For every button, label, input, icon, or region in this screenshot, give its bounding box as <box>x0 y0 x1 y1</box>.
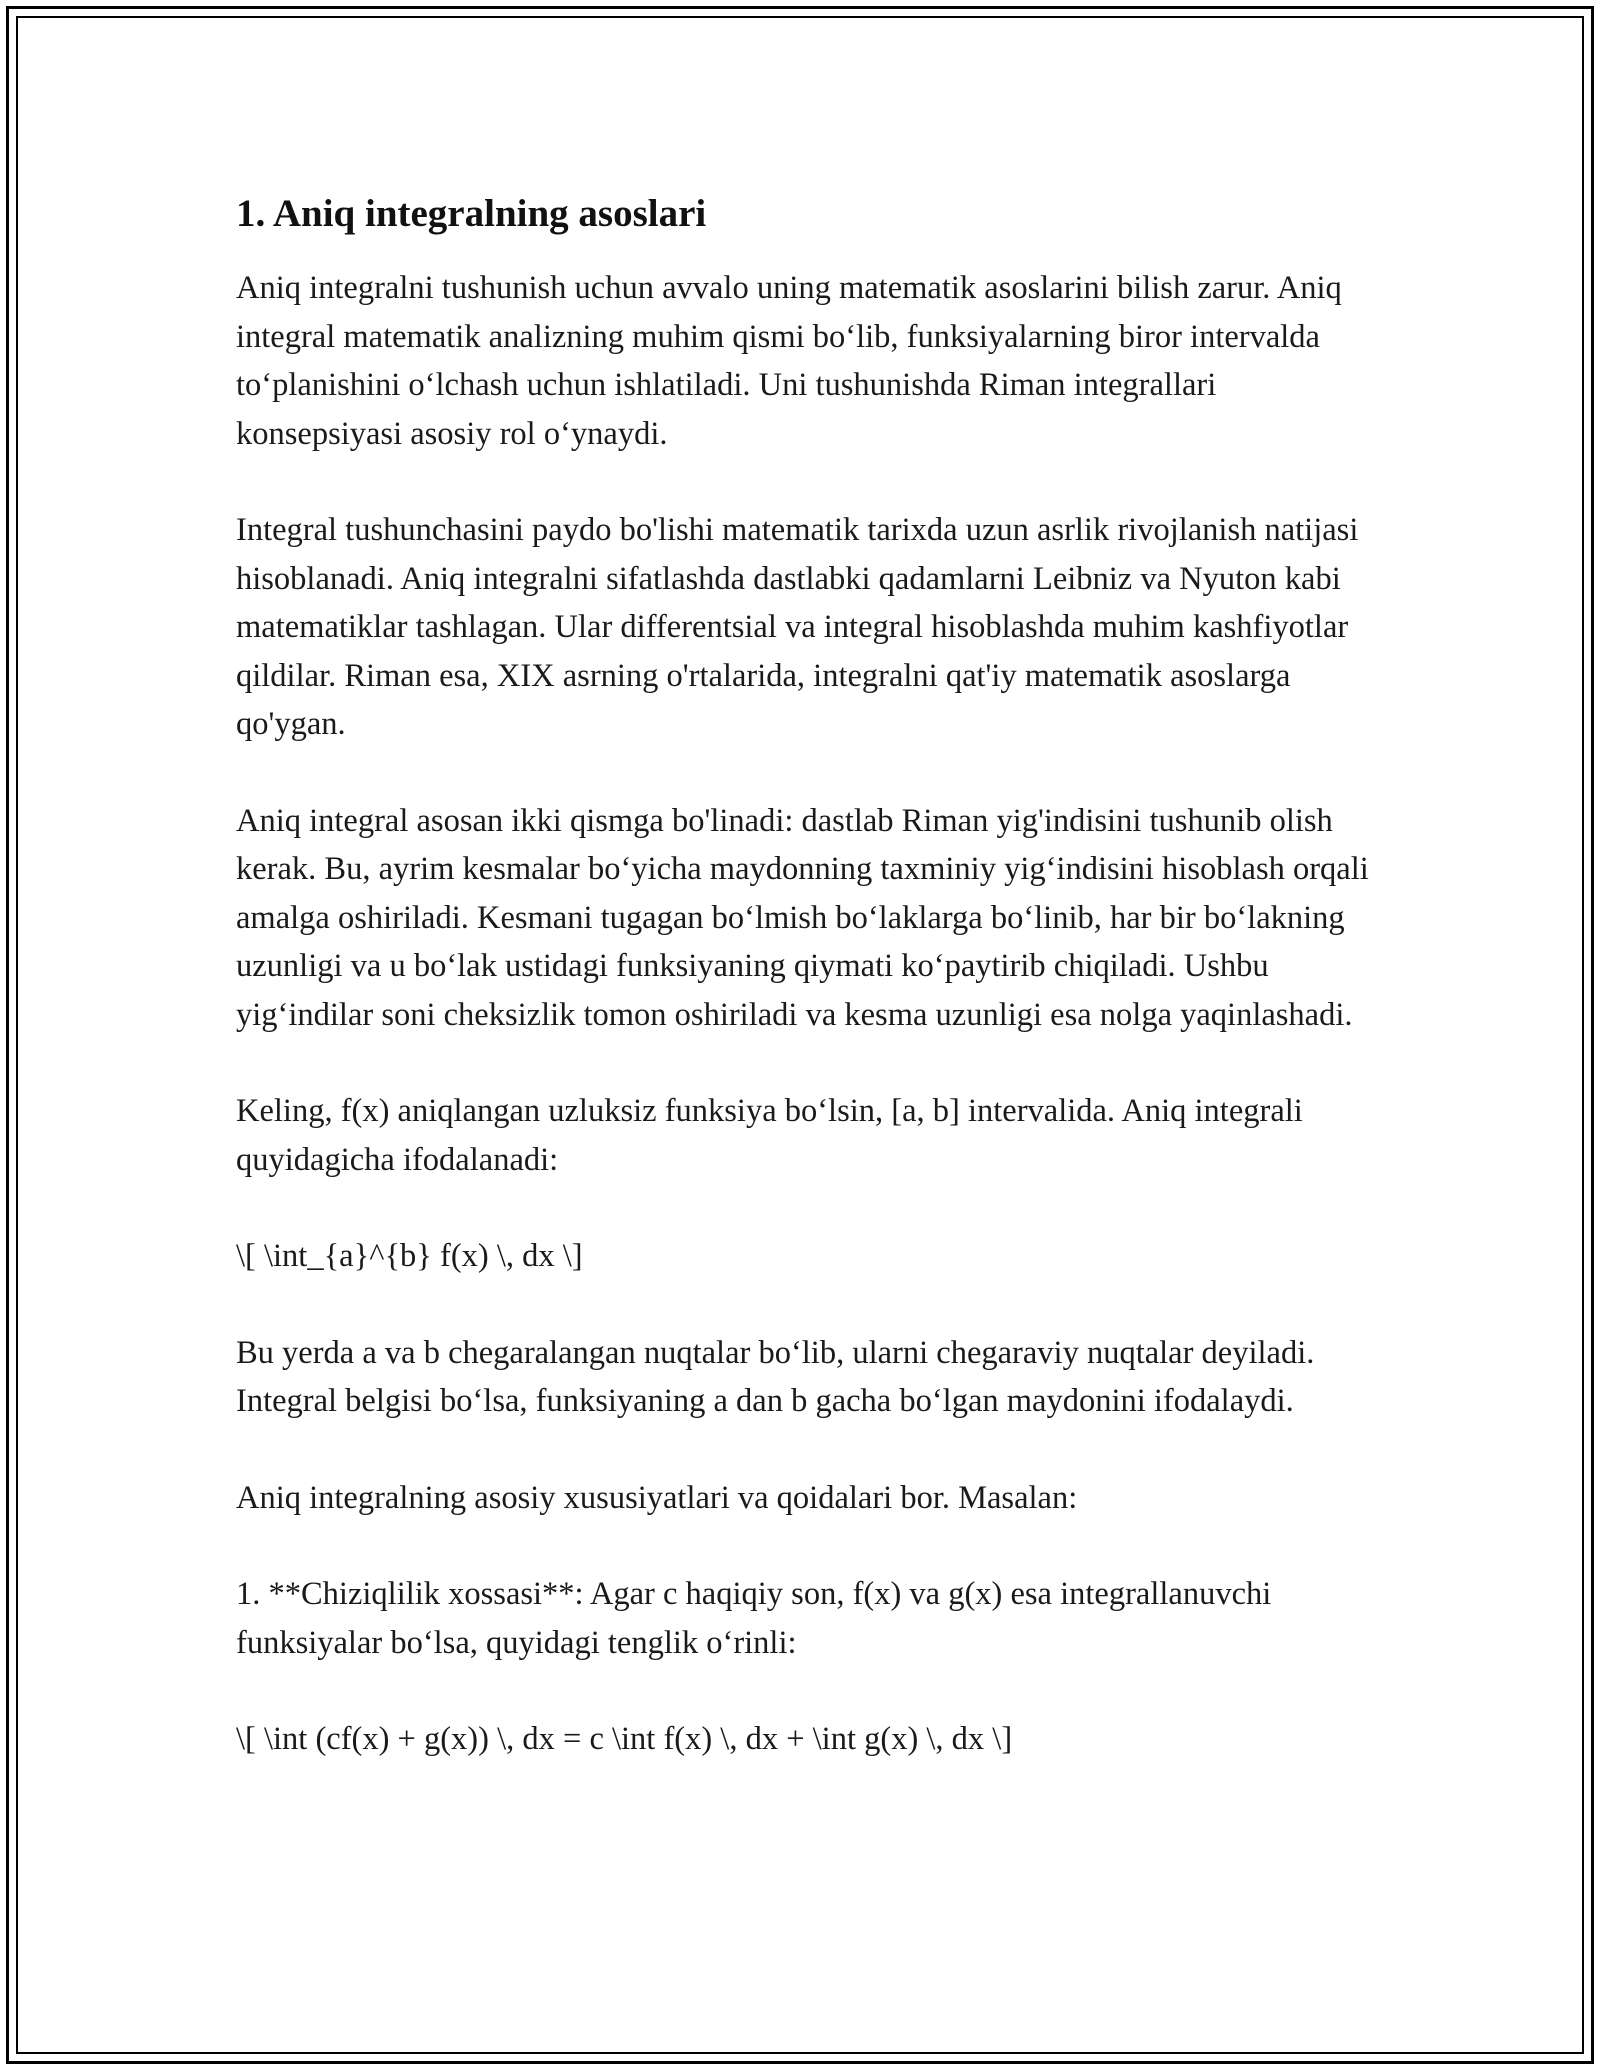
paragraph-intro: Aniq integralni tushunish uchun avvalo uning matematik asoslarini bilish zarur. Aniq integral matematik analizning muhim qismi bo‘lib, funksiyalarning biror intervalda to‘planishini o‘lchash uchun ishlatiladi. Uni tushunishda Riman integrallari konsepsiyasi asosiy rol o‘ynaydi. <box>236 270 1342 452</box>
paragraph-linearity: 1. **Chiziqlilik xossasi**: Agar c haqiqiy son, f(x) va g(x) esa integrallanuvchi funksiyalar bo‘lsa, quyidagi tenglik o‘rinli: <box>236 1576 1272 1661</box>
formula-definite-integral: \[ \int_{a}^{b} f(x) \, dx \] <box>236 1238 583 1274</box>
paragraph-history: Integral tushunchasini paydo bo'lishi matematik tarixda uzun asrlik rivojlanish natijasi hisoblanadi. Aniq integralni sifatlashda dastlabki qadamlarni Leibniz va Nyuton kabi matematiklar tashlagan. Ular differentsial va integral hisoblashda muhim kashfiyotlar qildilar. Riman esa, XIX asrning o'rtalarida, integralni qat'iy matematik asoslarga qo'ygan. <box>236 512 1359 742</box>
formula-linearity: \[ \int (cf(x) + g(x)) \, dx = c \int f(x) \, dx + \int g(x) \, dx \] <box>236 1721 1013 1757</box>
paragraph-properties: Aniq integralning asosiy xususiyatlari va qoidalari bor. Masalan: <box>236 1479 1078 1516</box>
section-heading: 1. Aniq integralning asoslari <box>236 192 707 235</box>
document-body <box>236 186 1376 1812</box>
paragraph-riemann-sum: Aniq integral asosan ikki qismga bo'linadi: dastlab Riman yig'indisini tushunib olish kerak. Bu, ayrim kesmalar bo‘yicha maydonning taxminiy yig‘indisini hisoblash orqali amalga oshiriladi. Kesmani tugagan bo‘lmish bo‘laklarga bo‘linib, har bir bo‘lakning uzunligi va u bo‘lak ustidagi funksiyaning qiymati ko‘paytirib chiqiladi. Ushbu yig‘indilar soni cheksizlik tomon oshiriladi va kesma uzunligi esa nolga yaqinlashadi. <box>236 802 1369 1033</box>
paragraph-bounds: Bu yerda a va b chegaralangan nuqtalar bo‘lib, ularni chegaraviy nuqtalar deyiladi. Integral belgisi bo‘lsa, funksiyaning a dan b gacha bo‘lgan maydonini ifodalaydi. <box>236 1334 1315 1419</box>
paragraph-definition: Keling, f(x) aniqlangan uzluksiz funksiya bo‘lsin, [a, b] intervalida. Aniq integrali quyidagicha ifodalanadi: <box>236 1093 1303 1178</box>
